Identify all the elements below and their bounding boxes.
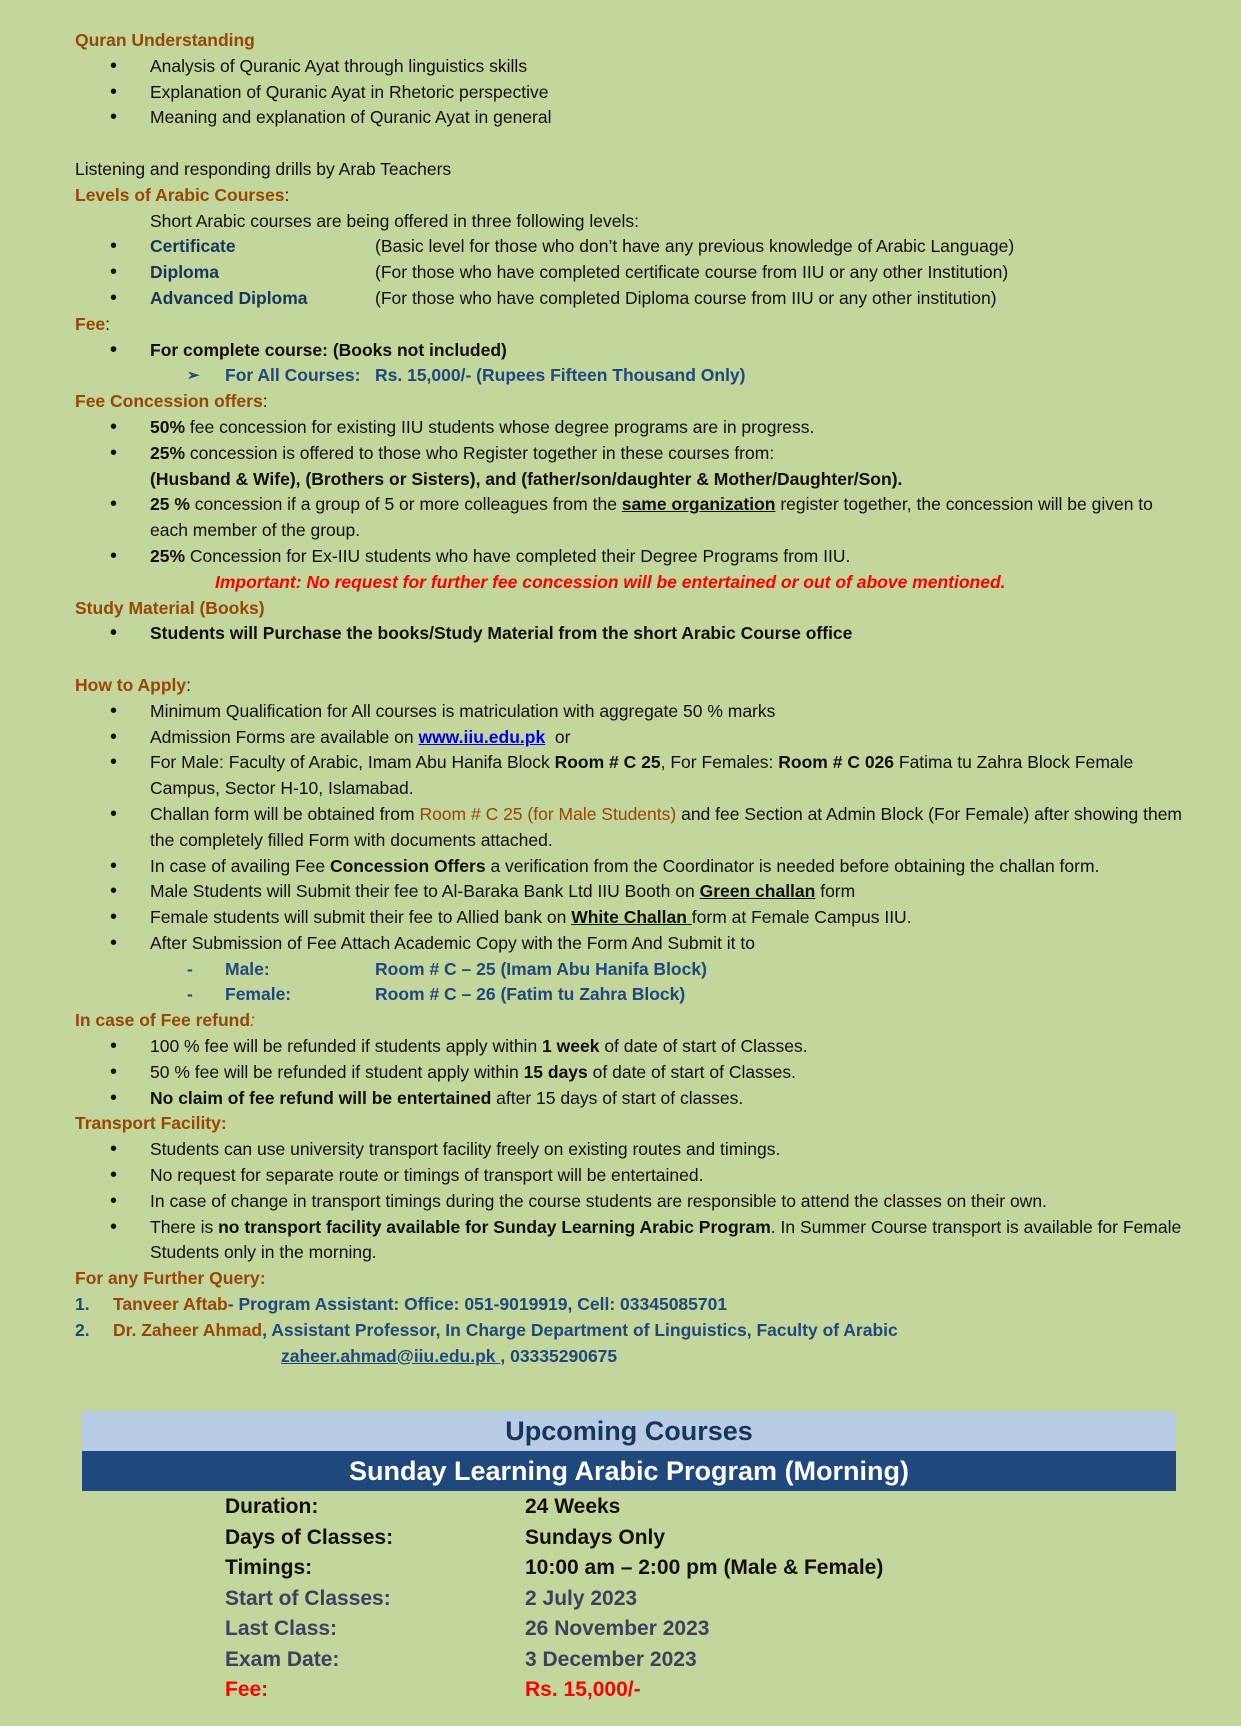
info-key: Start of Classes: — [225, 1586, 391, 1610]
list-item — [75, 441, 1185, 493]
list-item — [75, 905, 1185, 931]
refund-text: 50 % fee will be refunded if student apply within — [150, 1061, 524, 1082]
level-desc: (For those who have completed Diploma course from IIU or any other institution) — [375, 287, 997, 308]
submit-label: - Male: — [225, 958, 270, 979]
refund-text: 100 % fee will be refunded if students apply within — [150, 1036, 543, 1057]
concession-text: register together, the concession will be given to each member of the group. — [150, 494, 1153, 541]
list-item — [75, 1060, 1185, 1086]
contact-row — [75, 1318, 1185, 1344]
levels-intro: Short Arabic courses are being offered in three following levels: — [150, 210, 639, 231]
contact-row — [75, 1292, 1185, 1318]
info-key: Timings: — [225, 1556, 313, 1579]
list-item: • Students will Purchase the books/Study Material from the short Arabic Course office — [75, 621, 1185, 647]
info-row — [225, 1675, 1176, 1706]
list-item: • Meaning and explanation of Quranic Ayat in general — [75, 105, 1185, 131]
level-name: • Certificate — [150, 236, 236, 257]
info-value: 10:00 am – 2:00 pm (Male & Female) — [525, 1556, 884, 1579]
study-list — [75, 621, 1185, 647]
contact-details: , Assistant Professor, In Charge Department of Linguistics, Faculty of Arabic — [262, 1319, 898, 1340]
concession-text: concession is offered to those who Register together in these courses from: — [185, 442, 775, 463]
info-key: Duration: — [225, 1495, 319, 1518]
refund-list — [75, 1034, 1185, 1111]
transport-text: There is — [150, 1216, 219, 1237]
fee-heading: Fee — [75, 313, 106, 334]
info-row — [225, 1614, 1176, 1645]
list-item — [75, 286, 1185, 312]
list-item — [75, 982, 1185, 1008]
list-item: • For complete course: (Books not included) — [75, 338, 1185, 364]
list-item — [75, 363, 1185, 389]
info-key: Fee: — [225, 1678, 269, 1701]
list-item: • After Submission of Fee Attach Academic Copy with the Form And Submit it to — [75, 931, 1185, 957]
list-item — [75, 492, 1185, 544]
level-desc: (Basic level for those who don’t have any previous knowledge of Arabic Language) — [375, 236, 1015, 257]
list-item — [75, 415, 1185, 441]
important-note: Important: No request for further fee concession will be entertained or out of above mentioned. — [215, 571, 1006, 592]
concession-list — [75, 415, 1185, 570]
level-name: • Diploma — [150, 262, 220, 283]
concession-pct: 25% — [150, 442, 186, 463]
document-body — [75, 28, 1185, 1369]
apply-text: form at Female Campus IIU. — [691, 907, 912, 928]
refund-text: of date of start of Classes. — [587, 1061, 796, 1082]
apply-room: Room # C 25 — [554, 752, 661, 773]
contact-email-link[interactable]: zaheer.ahmad@iiu.edu.pk — [281, 1345, 501, 1366]
submit-room: Room # C – 26 (Fatim tu Zahra Block) — [375, 984, 686, 1005]
list-item: • No request for separate route or timings of transport will be entertained. — [75, 1163, 1185, 1189]
info-value: 3 December 2023 — [525, 1647, 697, 1671]
transport-text: no transport facility available for Sunday Learning Arabic Program — [218, 1216, 771, 1237]
info-row — [225, 1523, 1176, 1554]
apply-text: a verification from the Coordinator is needed before obtaining the challan form. — [485, 855, 1100, 876]
apply-text: For Male: Faculty of Arabic, Imam Abu Hanifa Block — [150, 752, 555, 773]
concession-text: Concession for Ex-IIU students who have completed their Degree Programs from IIU. — [185, 545, 851, 566]
contact-name: Tanveer Aftab — [113, 1294, 228, 1315]
quran-list — [75, 54, 1185, 131]
info-row — [225, 1645, 1176, 1676]
transport-heading: Transport Facility: — [75, 1113, 227, 1134]
list-item — [75, 957, 1185, 983]
fee-list — [75, 338, 1185, 390]
levels-list — [75, 234, 1185, 311]
submit-room: Room # C – 25 (Imam Abu Hanifa Block) — [375, 958, 707, 979]
fee-heading-line: Fee: — [75, 313, 111, 334]
level-name: • Advanced Diploma — [150, 287, 308, 308]
info-key: Days of Classes: — [225, 1525, 394, 1549]
program-info — [82, 1492, 1176, 1706]
concession-heading: Fee Concession offers — [75, 391, 263, 412]
website-link[interactable]: www.iiu.edu.pk — [418, 726, 546, 747]
list-item — [75, 1086, 1185, 1112]
transport-text: . In Summer Course transport is available for Female Students only in the morning. — [150, 1216, 1182, 1263]
info-row — [225, 1584, 1176, 1615]
apply-text: Male Students will Submit their fee to Al-Baraka Bank Ltd IIU Booth on — [150, 881, 700, 902]
refund-heading-line: In case of Fee refund: — [75, 1010, 255, 1031]
concession-text: (Husband & Wife), (Brothers or Sisters), and (father/son/daughter & Mother/Daughter/Son). — [150, 468, 903, 489]
listening-text: Listening and responding drills by Arab Teachers — [75, 158, 452, 179]
list-item — [75, 1215, 1185, 1267]
upcoming-courses-box — [82, 1411, 1176, 1706]
list-item — [75, 544, 1185, 570]
apply-heading: How to Apply — [75, 674, 187, 695]
info-value: 24 Weeks — [525, 1495, 621, 1518]
concession-pct: 25 % — [150, 494, 190, 515]
apply-text: form — [815, 881, 856, 902]
apply-text: Concession Offers — [329, 855, 486, 876]
refund-text: 15 days — [523, 1061, 588, 1082]
apply-list — [75, 699, 1185, 1009]
list-item — [75, 234, 1185, 260]
info-value: Rs. 15,000/- — [525, 1678, 641, 1701]
list-item — [75, 1034, 1185, 1060]
list-item — [75, 750, 1185, 802]
apply-text: Fatima tu Zahra Block Female Campus, Sector H-10, Islamabad. — [150, 752, 1134, 799]
info-value: Sundays Only — [525, 1525, 666, 1549]
apply-text: Green challan — [699, 881, 816, 902]
apply-room: Room # C 026 — [778, 752, 895, 773]
contact-name: Dr. Zaheer Ahmad — [113, 1319, 263, 1340]
concession-text: same organization — [621, 494, 776, 515]
program-title: Sunday Learning Arabic Program (Morning) — [82, 1451, 1176, 1491]
list-item — [75, 879, 1185, 905]
list-item — [75, 725, 1185, 751]
transport-list — [75, 1137, 1185, 1266]
list-item — [75, 260, 1185, 286]
apply-text: White Challan — [571, 907, 692, 928]
info-key: Exam Date: — [225, 1647, 340, 1671]
refund-text: after 15 days of start of classes. — [491, 1087, 744, 1108]
concession-pct: 50% — [150, 416, 186, 437]
apply-text: Challan form will be obtained from — [150, 803, 420, 824]
refund-text: of date of start of Classes. — [599, 1036, 808, 1057]
list-item — [75, 802, 1185, 854]
quran-heading: Quran Understanding — [75, 30, 255, 50]
info-row — [225, 1492, 1176, 1523]
contact-number: 2. — [75, 1319, 90, 1340]
refund-text: No claim of fee refund will be entertained — [150, 1087, 492, 1108]
list-item: • Analysis of Quranic Ayat through linguistics skills — [75, 54, 1185, 80]
list-item: • Students can use university transport facility freely on existing routes and timings. — [75, 1137, 1185, 1163]
list-item: • Explanation of Quranic Ayat in Rhetoric perspective — [75, 80, 1185, 106]
concession-pct: 25% — [150, 545, 186, 566]
refund-text: 1 week — [542, 1036, 600, 1057]
apply-text: In case of availing Fee — [150, 855, 330, 876]
levels-heading: Levels of Arabic Courses — [75, 184, 285, 205]
fee-all-value: Rs. 15,000/- (Rupees Fifteen Thousand Only) — [375, 365, 746, 386]
list-item — [75, 854, 1185, 880]
list-item: • Minimum Qualification for All courses is matriculation with aggregate 50 % marks — [75, 699, 1185, 725]
info-value: 2 July 2023 — [525, 1586, 638, 1610]
submit-label: - Female: — [225, 984, 292, 1005]
info-row — [225, 1553, 1176, 1584]
apply-text: , For Females: — [660, 752, 779, 773]
info-key: Last Class: — [225, 1617, 338, 1640]
fee-all-label: For All Courses: — [225, 365, 361, 386]
contact-phone: , 03335290675 — [500, 1345, 618, 1366]
apply-text: and fee Section at Admin Block (For Female) after showing them the completely filled Form with documents attached. — [150, 803, 1183, 850]
concession-heading-line: Fee Concession offers: — [75, 391, 268, 412]
contact-number: 1. — [75, 1294, 90, 1315]
upcoming-title: Upcoming Courses — [82, 1411, 1176, 1451]
study-heading: Study Material (Books) — [75, 597, 265, 618]
contact-details: - Program Assistant: Office: 051-9019919, Cell: 03345085701 — [227, 1294, 728, 1315]
query-heading: For any Further Query: — [75, 1268, 266, 1289]
contact-email-row — [75, 1344, 1185, 1370]
refund-heading: In case of Fee refund — [75, 1010, 251, 1031]
concession-text: fee concession for existing IIU students whose degree programs are in progress. — [185, 416, 815, 437]
list-item: • In case of change in transport timings during the course students are responsible to attend the classes on their own. — [75, 1189, 1185, 1215]
apply-heading-line: How to Apply: — [75, 674, 192, 695]
levels-heading-line: Levels of Arabic Courses: — [75, 184, 290, 205]
apply-text: Admission Forms are available on — [150, 726, 419, 747]
apply-text: Female students will submit their fee to Allied bank on — [150, 907, 572, 928]
level-desc: (For those who have completed certificate course from IIU or any other Institution) — [375, 262, 1009, 283]
apply-room: Room # C 25 (for Male Students) — [419, 803, 677, 824]
apply-text: or — [545, 726, 571, 747]
info-value: 26 November 2023 — [525, 1617, 710, 1640]
concession-text: concession if a group of 5 or more colleagues from the — [189, 494, 622, 515]
